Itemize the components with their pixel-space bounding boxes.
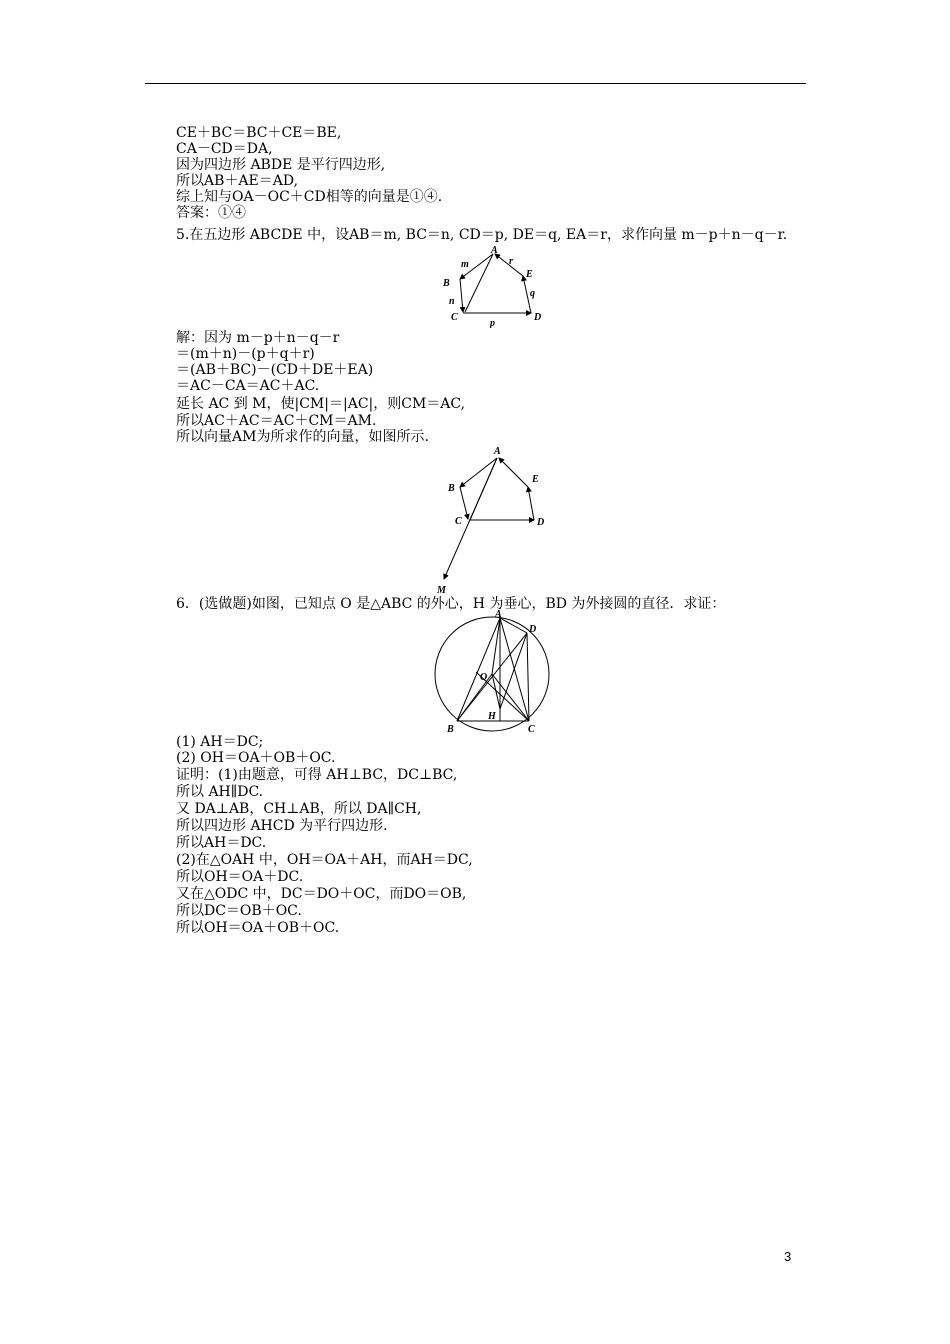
label-A: A <box>495 609 502 620</box>
label-O: O <box>480 672 488 683</box>
problem-6-statement: 6．(选做题)如图，已知点 O 是△ABC 的外心，H 为垂心，BD 为外接圆的直径．求证： <box>176 596 726 612</box>
answer-line: 答案：①④ <box>176 205 246 221</box>
label-r: r <box>509 256 513 267</box>
label-E: E <box>532 474 539 485</box>
label-A: A <box>491 246 498 256</box>
text-line: 所以四边形 AHCD 为平行四边形. <box>176 818 388 834</box>
text-line: (1) AH＝DC; <box>176 734 264 750</box>
text-line: 因为四边形 ABDE 是平行四边形, <box>176 157 386 173</box>
text-line: 所以OH＝OA＋DC. <box>176 869 304 885</box>
text-line: 证明：(1)由题意，可得 AH⊥BC，DC⊥BC, <box>176 767 458 783</box>
text-line: (2)在△OAH 中，OH＝OA＋AH，而AH＝DC, <box>176 852 473 868</box>
label-D: D <box>534 312 542 323</box>
pentagon-figure <box>435 246 555 328</box>
label-B: B <box>448 483 455 494</box>
page-number: 3 <box>784 1249 792 1264</box>
text-line: 所以AH＝DC. <box>176 835 267 851</box>
text-line: 所以 AH∥DC. <box>176 784 264 800</box>
text-line: 所以向量AM为所求作的向量，如图所示. <box>176 429 429 445</box>
text-line: 又 DA⊥AB，CH⊥AB，所以 DA∥CH, <box>176 801 422 817</box>
label-q: q <box>530 288 535 299</box>
label-A: A <box>494 446 501 457</box>
label-C: C <box>455 516 462 527</box>
text-line: ＝AC－CA＝AC＋AC. <box>176 378 320 394</box>
label-D: D <box>537 517 545 528</box>
problem-5-statement: 5.在五边形 ABCDE 中，设AB＝m, BC＝n, CD＝p, DE＝q, EA＝r，求作向量 m－p＋n－q－r. <box>176 227 788 243</box>
text-line: 所以AB＋AE＝AD, <box>176 173 299 189</box>
text-line: 所以AC＋AC＝AC＋CM＝AM. <box>176 413 377 429</box>
label-B: B <box>443 278 450 289</box>
label-C: C <box>451 312 458 323</box>
extension-figure <box>430 443 560 598</box>
label-M: M <box>437 585 446 596</box>
text-line: 所以OH＝OA＋OB＋OC. <box>176 920 340 936</box>
circumcircle-figure <box>425 607 555 737</box>
text-line: ＝(m＋n)－(p＋q＋r) <box>176 346 315 362</box>
label-H: H <box>488 711 496 722</box>
text-line: 所以DC＝OB＋OC. <box>176 903 302 919</box>
text-line: ＝(AB＋BC)－(CD＋DE＋EA) <box>176 362 374 378</box>
label-D: D <box>529 624 537 635</box>
label-E: E <box>526 269 533 280</box>
text-line: (2) OH＝OA＋OB＋OC. <box>176 750 336 766</box>
text-line: CA－CD＝DA, <box>176 141 273 157</box>
text-line: CE＋BC＝BC＋CE＝BE, <box>176 125 342 141</box>
label-n: n <box>449 296 455 307</box>
text-line: 解：因为 m－p＋n－q－r <box>176 330 340 346</box>
label-m: m <box>461 259 469 270</box>
text-line: 综上知与OA－OC＋CD相等的向量是①④. <box>176 189 443 205</box>
text-line: 又在△ODC 中，DC＝DO＋OC，而DO＝OB, <box>176 886 467 902</box>
label-p: p <box>490 318 495 328</box>
label-C: C <box>528 724 535 735</box>
header-rule <box>145 83 806 84</box>
label-B: B <box>447 724 454 735</box>
text-line: 延长 AC 到 M，使|CM|＝|AC|，则CM＝AC, <box>176 396 466 412</box>
